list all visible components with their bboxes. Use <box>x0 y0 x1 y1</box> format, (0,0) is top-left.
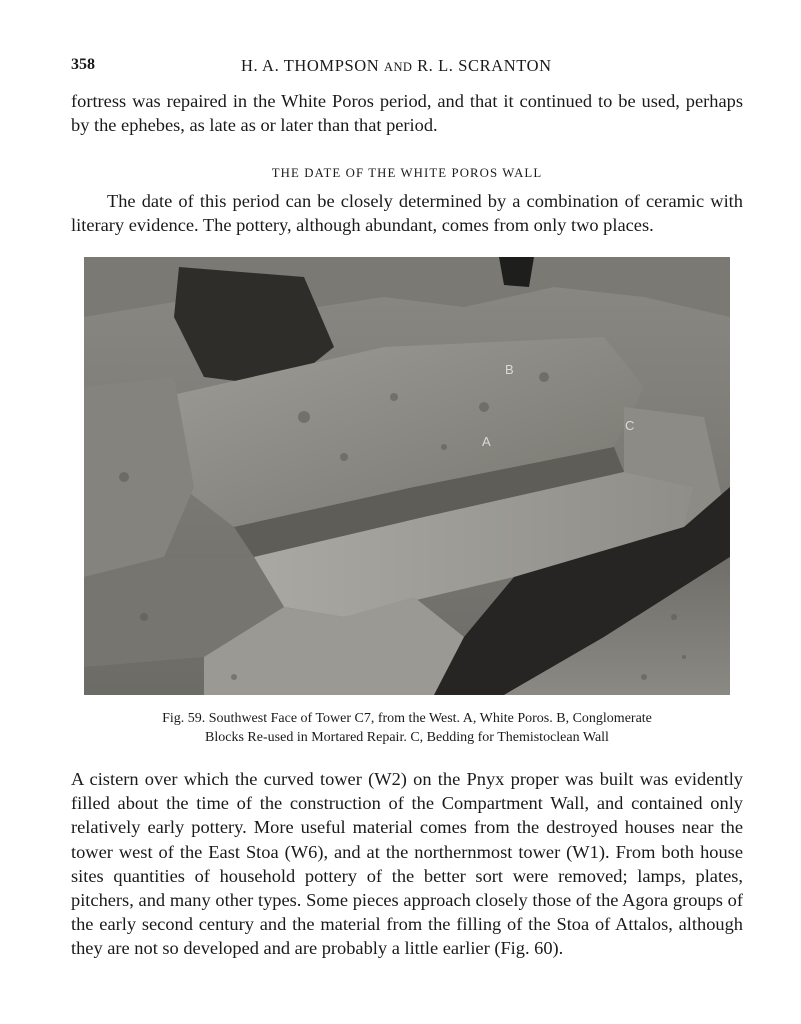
figure-photograph <box>84 257 730 695</box>
figure-label-c: C <box>625 418 635 433</box>
tower-photo-illustration <box>84 257 730 695</box>
main-paragraph: A cistern over which the curved tower (W2) on the Pnyx proper was built was evidently filled about the time of the construction of the Compartment Wall, and contained only relatively early pottery. More useful material comes from the destroyed houses near the tower west of the East Stoa (W6), and at the northernmost tower (W1). From both house sites quantities of household pottery of the better sort were removed; lamps, plates, pitchers, and many other types. Some pieces approach closely those of the Agora groups of the early second century and the material from the filling of the Stoa of Attalos, although they are not so developed and are probably a little earlier (Fig. 60). <box>71 769 743 959</box>
figure-caption-line-1: Fig. 59. Southwest Face of Tower C7, from the West. A, White Poros. B, Conglomerate <box>162 711 652 726</box>
running-head-and: AND <box>384 60 413 74</box>
running-head <box>241 56 552 76</box>
figure-caption <box>71 710 743 747</box>
running-head-author-2: R. L. SCRANTON <box>417 56 552 75</box>
top-paragraph: fortress was repaired in the White Poros period, and that it continued to be used, perhaps by the ephebes, as late as or later than that period. <box>71 91 743 136</box>
figure-label-b: B <box>505 362 514 377</box>
section-heading: THE DATE OF THE WHITE POROS WALL <box>271 166 543 180</box>
figure-caption-line-2: Blocks Re-used in Mortared Repair. C, Bedding for Themistoclean Wall <box>205 729 609 745</box>
running-head-author-1: H. A. THOMPSON <box>241 56 380 75</box>
intro-paragraph: The date of this period can be closely determined by a combination of ceramic with literary evidence. The pottery, although abundant, comes from only two places. <box>71 191 743 236</box>
page-number: 358 <box>71 56 95 73</box>
figure-label-a: A <box>482 434 491 449</box>
